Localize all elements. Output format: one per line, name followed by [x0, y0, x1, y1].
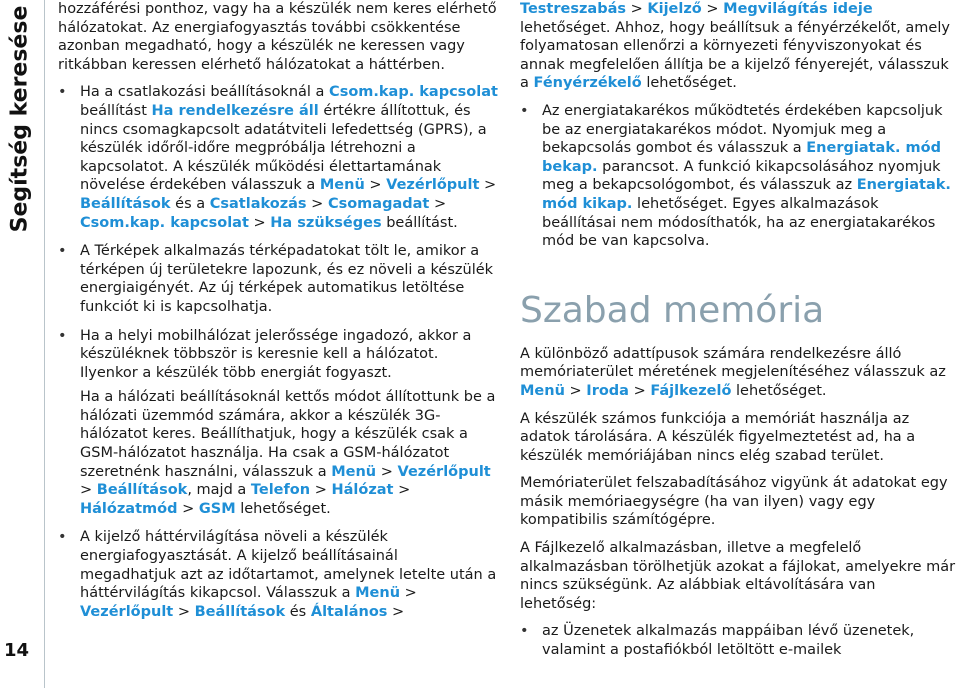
- text-span: A kijelző háttérvilágítása növeli a készülék energiafogyasztását. A kijelző beállításainál megadhatjuk azt az időtartamot, amelynek letelte után a háttérvilágítás kikapcsol. Válasszuk a: [80, 529, 497, 602]
- menu-path: Beállítások: [96, 482, 188, 499]
- path-separator: >: [429, 195, 447, 212]
- paragraph: [520, 345, 956, 401]
- menu-path: Általános: [310, 603, 388, 620]
- text-span: lehetőséget. Ahhoz, hogy beállítsuk a fényérzékelőt, amely folyamatosan ellenőrzi a környezeti fényviszonyokat és annak megfelelően állítja be a kijelző fényerejét, válasszuk a: [520, 19, 950, 92]
- list-item: • az Üzenetek alkalmazás mappáiban lévő üzenetek, valamint a postafiókból letöltött e-mailek: [520, 622, 956, 659]
- intro-paragraph: hozzáférési ponthoz, vagy ha a készülék nem keres elérhető hálózatokat. Az energiafogyasztás további csökkentése azonban megadható, hogy a készülék ne keressen vagy ritkábban keressen elérhető hálózatokat a háttérben.: [58, 1, 497, 73]
- paragraph: • Ha a helyi mobilhálózat jelerőssége ingadozó, akkor a készüléknek többször is keresnie kell a hálózatot. Ilyenkor a készülék több energiát fogyaszt.: [80, 327, 472, 381]
- section-heading: Szabad memória: [520, 289, 825, 331]
- path-separator: >: [393, 482, 411, 499]
- text-span: lehetőséget. Egyes alkalmazások beállításai nem módosíthatók, ha az energiatakarékos mód be van kapcsolva.: [542, 195, 936, 250]
- text-span: A Térképek alkalmazás térképadatokat tölt le, amikor a térképen új területekre lapozunk, és ez növeli a készülék energiaigényét. Az új térképek automatikus letöltése funkciót ki is kapcsolhatja.: [80, 243, 494, 315]
- text-span: lehetőséget.: [731, 382, 827, 399]
- menu-path: Csatlakozás: [209, 195, 307, 212]
- text-span: és: [285, 603, 311, 620]
- list-item: [58, 242, 498, 316]
- menu-path: Energiatak. mód bekap.: [542, 140, 941, 175]
- text-span: beállítást: [80, 102, 152, 119]
- path-separator: >: [400, 585, 417, 602]
- menu-path: Hálózat: [331, 482, 394, 499]
- path-separator: >: [177, 500, 199, 517]
- continued-paragraph: [520, 0, 956, 93]
- path-separator: >: [626, 1, 648, 17]
- paragraph: A Fájlkezelő alkalmazásban, illetve a megfelelő alkalmazásban törölhetjük azokat a fájlokat, amelyekre már nincs szükségünk. Az alábbiak eltávolítására van lehetőség:: [520, 540, 956, 612]
- path-separator: >: [701, 1, 724, 17]
- text-span: Ha a csatlakozási beállításoknál a: [80, 84, 330, 101]
- paragraph: A készülék számos funkciója a memóriát használja az adatok tárolására. A készülék figyelmeztetést ad, ha a készülék memóriájában nincs elég szabad terület.: [520, 410, 916, 464]
- menu-path: Csom.kap. kapcsolat: [329, 84, 498, 101]
- menu-path: Csomagadat: [327, 195, 430, 212]
- sidebar: [0, 0, 40, 688]
- menu-path: Telefon: [250, 482, 311, 499]
- path-separator: >: [310, 482, 332, 499]
- menu-path: Kijelző: [647, 1, 702, 17]
- path-separator: >: [564, 382, 587, 399]
- menu-path: GSM: [198, 500, 236, 517]
- paragraph: [80, 388, 498, 518]
- text-span: A különböző adattípusok számára rendelkezésre álló memóriaterület méretének megjelenítéséhez válasszuk az: [520, 345, 946, 381]
- menu-path: Beállítások: [194, 603, 286, 620]
- path-separator: >: [479, 177, 497, 194]
- menu-path: Megvilágítás ideje: [723, 1, 873, 17]
- path-separator: >: [628, 382, 651, 399]
- section-title-text: Segítség keresése: [7, 5, 33, 233]
- paragraph: Memóriaterület felszabadításához vigyünk át adatokat egy másik memóriaegységre (ha van ilyen) vagy egy kompatibilis számítógépre.: [520, 475, 948, 529]
- page-number: 14: [4, 640, 30, 661]
- left-column: [58, 0, 498, 631]
- menu-path: Fényérzékelő: [533, 75, 642, 92]
- column-divider: [44, 0, 45, 688]
- menu-path: Ha szükséges: [270, 214, 382, 231]
- menu-path: Vezérlőpult: [397, 463, 491, 480]
- menu-path: Energiatak. mód kikap.: [542, 177, 951, 212]
- menu-path: Csom.kap. kapcsolat: [80, 214, 249, 231]
- text-span: beállítást.: [381, 214, 458, 231]
- menu-path: Vezérlőpult: [80, 603, 174, 620]
- menu-path: Testreszabás: [520, 1, 626, 17]
- path-separator: >: [80, 482, 97, 499]
- text-span: lehetőséget.: [235, 500, 331, 517]
- menu-path: Vezérlőpult: [386, 177, 480, 194]
- list-item: [58, 327, 498, 519]
- path-separator: >: [387, 603, 405, 620]
- menu-path: Fájlkezelő: [650, 382, 732, 399]
- text-span: , majd a: [187, 482, 251, 499]
- text-span: Az energiatakarékos működtetés érdekében kapcsoljuk be az energiatakarékos módot. Nyomjuk meg a bekapcsolás gombot és válasszuk a: [542, 102, 943, 157]
- text-span: parancsot. A funkció kikapcsolásához nyomjuk meg a bekapcsológombot, és válasszuk az: [542, 158, 941, 194]
- menu-path: Ha rendelkezésre áll: [151, 102, 319, 119]
- menu-path: Menü: [319, 177, 365, 194]
- menu-path: Beállítások: [80, 195, 171, 212]
- list-item: [58, 83, 498, 232]
- text-span: lehetőséget.: [641, 75, 737, 92]
- section-title: [0, 4, 40, 234]
- menu-path: Menü: [331, 463, 377, 480]
- path-separator: >: [173, 603, 195, 620]
- text-span: értékre állítottuk, és nincs csomagkapcsolt adatátviteli lefedettség (GPRS), a készülék időről-időre megpróbálja létrehozni a kapcsolatot. A készülék működési élettartamának növelése érdekében válasszuk a: [80, 102, 487, 194]
- removable-items-list: [520, 622, 956, 659]
- path-separator: >: [376, 463, 398, 480]
- list-item: [58, 528, 498, 621]
- path-separator: >: [364, 177, 387, 194]
- text-span: és a: [170, 195, 210, 212]
- menu-path: Hálózatmód: [80, 500, 178, 517]
- right-column: [520, 0, 956, 670]
- tips-list: [58, 83, 498, 621]
- tips-list: [520, 102, 956, 251]
- path-separator: >: [248, 214, 271, 231]
- list-item: [520, 102, 956, 251]
- menu-path: Iroda: [586, 382, 629, 399]
- text-span: Ha a hálózati beállításoknál kettős módot állítottunk be a hálózati üzemmód számára, akkor a készülék 3G-hálózatot keres. Beállíthatjuk, hogy a készülék csak a GSM-hálózatot használja. Ha csak a GSM-hálózatot szeretnénk használni, válasszuk a: [80, 389, 496, 480]
- path-separator: >: [306, 195, 328, 212]
- menu-path: Menü: [355, 585, 401, 602]
- menu-path: Menü: [520, 382, 565, 399]
